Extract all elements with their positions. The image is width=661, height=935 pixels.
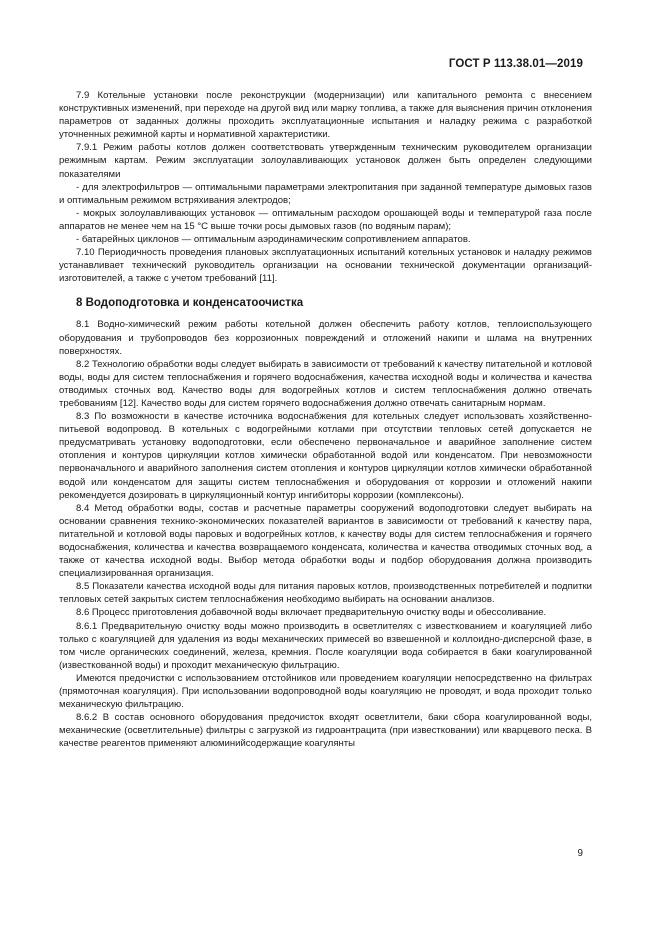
paragraph-7-9-1: 7.9.1 Режим работы котлов должен соответствовать утвержденным техническим руководителем организации режимным картам. Режим эксплуатации золоулавливающих установок должен быть определен следующими показателями	[59, 142, 592, 180]
document-body	[59, 89, 592, 751]
paragraph-7-10: 7.10 Периодичность проведения плановых эксплуатационных испытаний котельных установок и наладку режимов устанавливает технический руководитель организации на основании технической документации организаций-изготовителей, а также с учетом требований [11].	[59, 247, 592, 285]
paragraph-pretreatment: Имеются предочистки с использованием отстойников или проведением коагуляции непосредственно на фильтрах (прямоточная коагуляция). При использовании водопроводной воды коагуляцию не проводят, и вода проходит только механическую фильтрацию.	[59, 672, 592, 711]
paragraph-8-3: 8.3 По возможности в качестве источника водоснабжения для котельных следует использовать хозяйственно-питьевой водопровод. В котельных с водогрейными котлами при отсутствии тепловых сетей допускается не предусматривать установку водоподготовки, если обеспечено первоначальное и аварийное заполнение систем отопления и контуров циркуляции котлов химически обработанной водой или конденсатом. При невозможности первоначального и аварийного заполнения систем отопления и контуров циркуляции котлов химически обработанной водой или конденсатом для защиты систем теплоснабжения и оборудования от коррозии и отложений накипи рекомендуется дозировать в циркуляционный контур ингибиторы коррозии (комплексоны).	[59, 411, 592, 501]
paragraph-8-4: 8.4 Метод обработки воды, состав и расчетные параметры сооружений водоподготовки следует выбирать на основании сравнения технико-экономических показателей вариантов в зависимости от требований к качеству пара, питательной и котловой воды паровых и водогрейных котлов, к качеству воды для систем теплоснабжения и горячего водоснабжения, количества и качества возвращаемого конденсата, количества и качества отводимых сточных вод, а также от качества исходной воды. Выбор метода обработки воды и подбор оборудования должна производить специализированная организация.	[59, 502, 592, 580]
paragraph-7-9: 7.9 Котельные установки после реконструкции (модернизации) или капитального ремонта с внесением конструктивных изменений, при переходе на другой вид или марку топлива, а также для выяснения причин отклонения параметров от заданных должны проходить эксплуатационные испытания и наладку режима с разработкой уточненных режимной карты и нормативной характеристики.	[59, 90, 592, 141]
paragraph-8-6: 8.6 Процесс приготовления добавочной воды включает предварительную очистку воды и обессоливание.	[76, 607, 547, 619]
paragraph-8-5: 8.5 Показатели качества исходной воды для питания паровых котлов, производственных потребителей и подпитки тепловых сетей закрытых систем теплоснабжения необходимо выбирать на основании анализов.	[59, 581, 592, 606]
list-item-electrofilters: - для электрофильтров — оптимальными параметрами электропитания при заданной температуре дымовых газов и оптимальным режимом встряхивания электродов;	[59, 181, 592, 206]
paragraph-8-6-2: 8.6.2 В состав основного оборудования предочисток входят осветлители, баки сбора коагулированной воды, механические (осветлительные) фильтры с загрузкой из гидроантрацита (при известковании) или кварцевого песка. В качестве реагентов применяют алюминийсодержащие коагулянты	[59, 712, 592, 750]
list-item-battery-cyclones: - батарейных циклонов — оптимальным аэродинамическим сопротивлением аппаратов.	[76, 234, 471, 246]
paragraph-8-1: 8.1 Водно-химический режим работы котельной должен обеспечить работу котлов, теплоиспользующего оборудования и трубопроводов без коррозионных повреждений и отложений накипи и шлама на внутренних поверхностях.	[59, 319, 592, 357]
document-code: ГОСТ Р 113.38.01—2019	[448, 58, 583, 70]
section-heading-8: 8 Водоподготовка и конденсатоочистка	[76, 297, 304, 310]
list-item-wet-ash-collectors: - мокрых золоулавливающих установок — оптимальным расходом орошающей воды и температурой газа после аппаратов не менее чем на 15 °С выше точки росы дымовых газов (по водяным парам);	[59, 207, 592, 232]
paragraph-8-6-1: 8.6.1 Предварительную очистку воды можно производить в осветлителях с известкованием и коагуляцией либо только с коагуляцией для удаления из воды механических примесей во взвешенной и коллоидно-дисперсной фазе, в том числе органических соединений, железа, кремния. После коагуляции вода собирается в баки коагулированной (известкованной воды) и проходит механическую фильтрацию.	[59, 620, 592, 671]
paragraph-8-2: 8.2 Технологию обработки воды следует выбирать в зависимости от требований к качеству питательной и котловой воды, воды для систем теплоснабжения и горячего водоснабжения, качества исходной воды и количества и качества отводимых сточных вод. Качество воды для водогрейных котлов и систем теплоснабжения должно отвечать требованиям [12]. Качество воды для систем горячего водоснабжения должно отвечать санитарным нормам.	[59, 358, 592, 409]
page-number: 9	[577, 848, 583, 859]
